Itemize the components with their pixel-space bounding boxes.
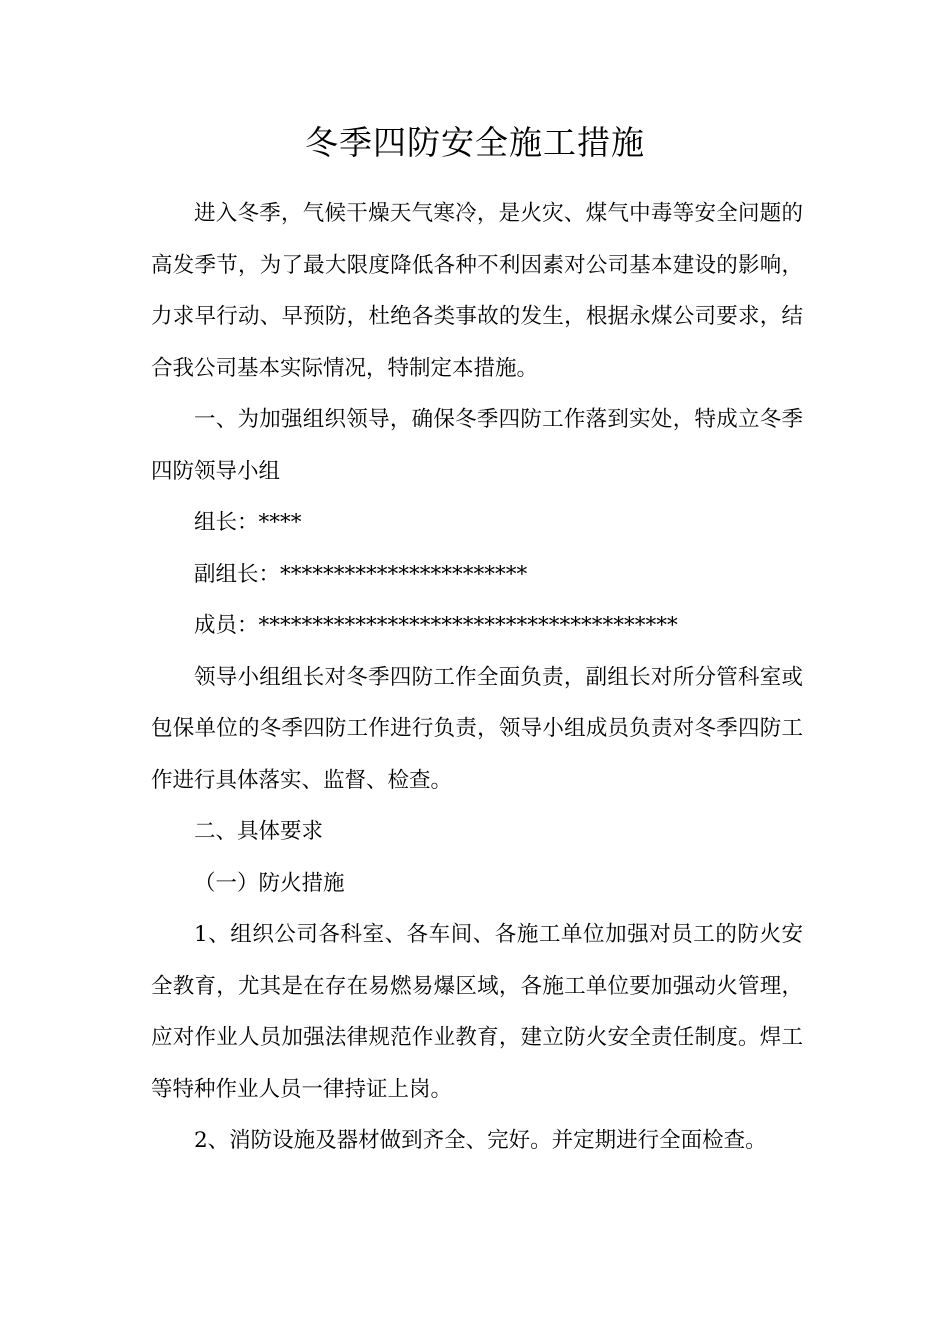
document-body (151, 188, 803, 1167)
intro-paragraph: 进入冬季，气候干燥天气寒冷，是火灾、煤气中毒等安全问题的高发季节，为了最大限度降低各种不利因素对公司基本建设的影响，力求早行动、早预防，杜绝各类事故的发生，根据永煤公司要求，结合我公司基本实际情况，特制定本措施。 (151, 201, 803, 381)
fire-item-1: 1、组织公司各科室、各车间、各施工单位加强对员工的防火安全教育，尤其是在存在易燃易爆区域，各施工单位要加强动火管理，应对作业人员加强法律规范作业教育，建立防火安全责任制度。焊工等特种作业人员一律持证上岗。 (151, 922, 803, 1102)
section-two-heading: 二、具体要求 (194, 819, 324, 844)
members-line: 成员：*************************************** (194, 613, 678, 638)
responsibility-paragraph: 领导小组组长对冬季四防工作全面负责，副组长对所分管科室或包保单位的冬季四防工作进行负责，领导小组成员负责对冬季四防工作进行具体落实、监督、检查。 (151, 664, 803, 793)
subsection-fire-heading: （一）防火措施 (194, 870, 345, 896)
deputy-leader-line: 副组长：*********************** (194, 561, 528, 587)
section-one-heading: 一、为加强组织领导，确保冬季四防工作落到实处，特成立冬季四防领导小组 (151, 407, 803, 484)
document-title: 冬季四防安全施工措施 (305, 123, 645, 162)
fire-item-2: 2、消防设施及器材做到齐全、完好。并定期进行全面检查。 (194, 1128, 767, 1153)
group-leader-line: 组长：**** (194, 510, 302, 535)
